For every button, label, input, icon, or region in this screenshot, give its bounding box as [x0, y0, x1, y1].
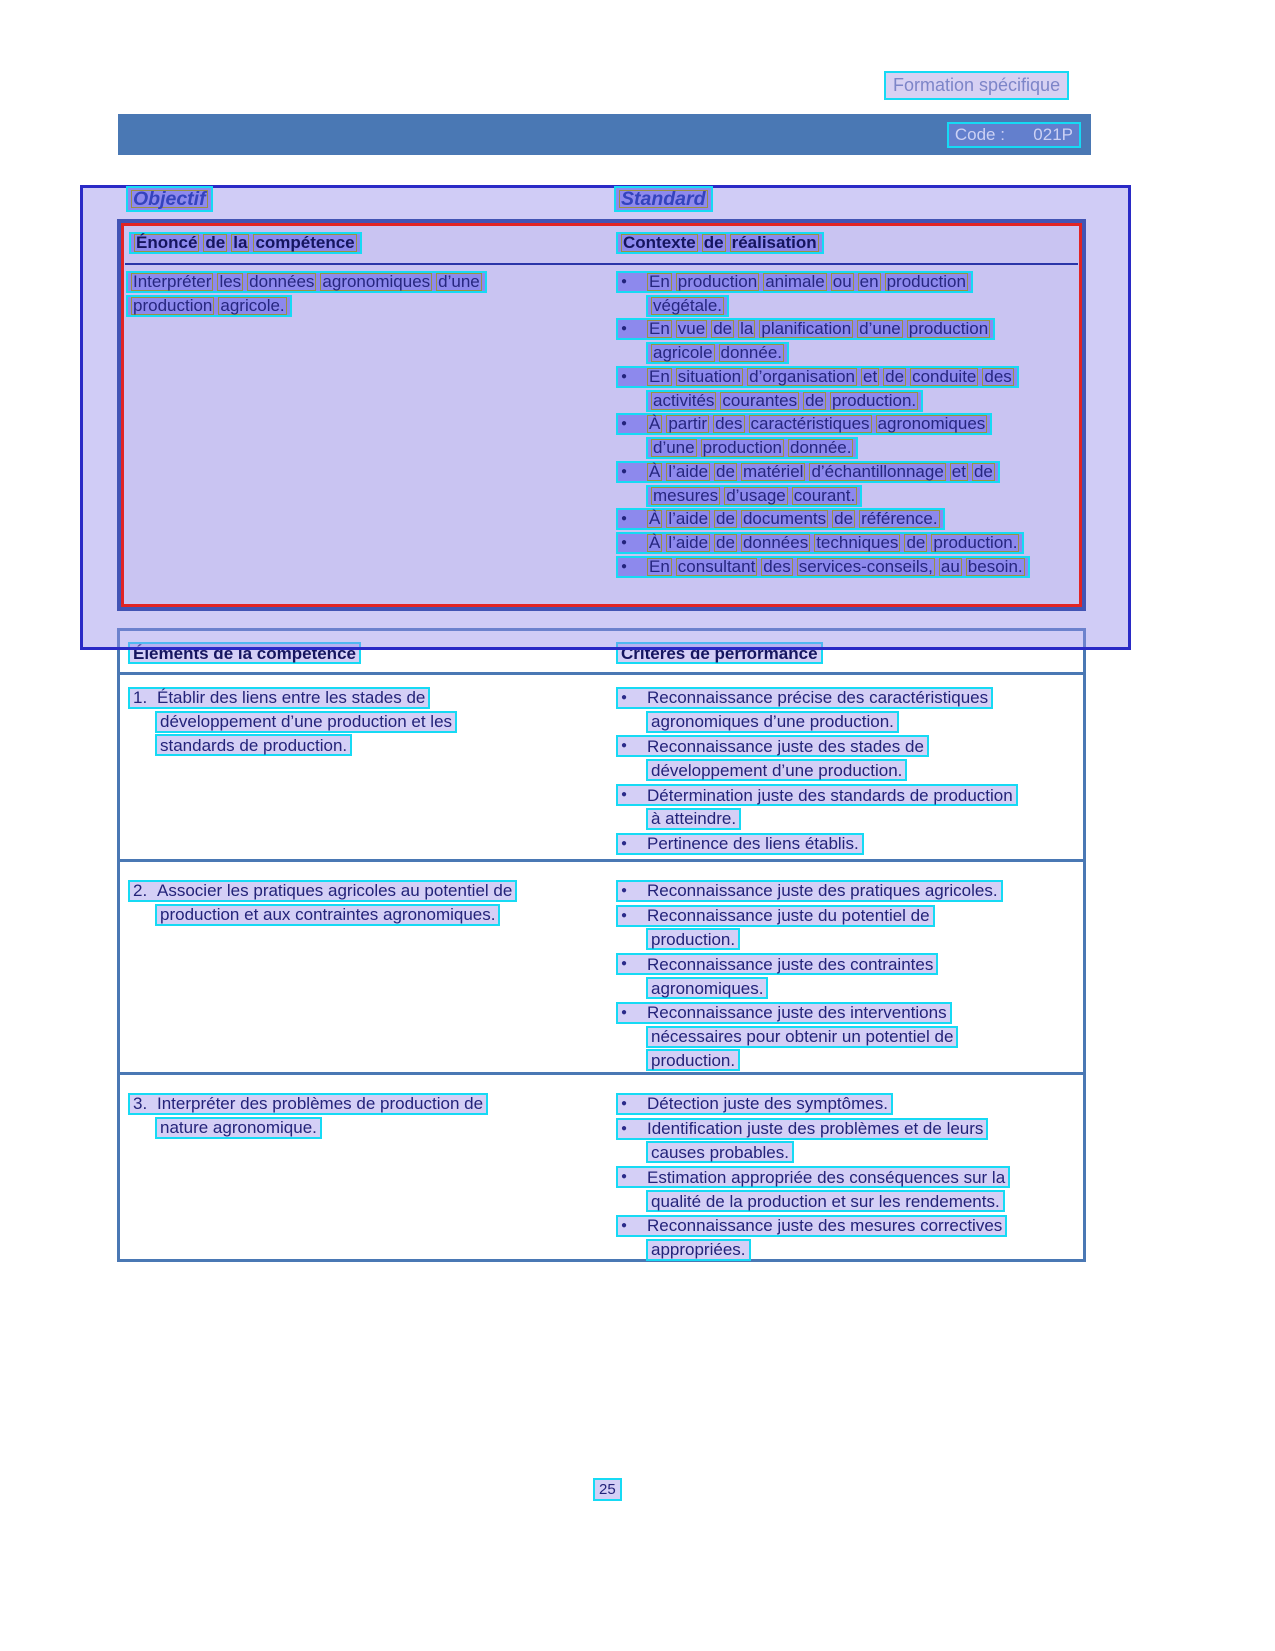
standard-title: [614, 187, 713, 211]
text-line: [126, 294, 608, 318]
text-line: [616, 389, 1078, 413]
t1-header-rule: [125, 263, 1078, 265]
bullet-icon: ●: [621, 884, 628, 896]
word-box: données: [249, 271, 315, 291]
word-box: agricole: [653, 343, 713, 363]
highlight-box: [616, 953, 938, 975]
t1-col1-header: [129, 231, 362, 255]
column-header: [129, 231, 362, 255]
word-box: d’organisation: [749, 366, 855, 386]
text-line: [616, 555, 1078, 579]
word-box: besoin.: [967, 556, 1023, 576]
t2-col1-header-wrap: [128, 642, 361, 664]
line-text: Interpréter des problèmes de production de: [157, 1094, 484, 1114]
highlight-box: [646, 928, 740, 950]
word-box: de: [716, 533, 735, 553]
text-line: [616, 1141, 1082, 1165]
word-box: caractéristiques: [750, 414, 870, 434]
line-text: nature agronomique.: [160, 1118, 317, 1138]
highlight-box: [616, 905, 935, 927]
word-box: d’une: [438, 271, 480, 291]
word-box: d’une: [859, 319, 901, 339]
word-box: courantes: [722, 390, 798, 410]
text-line: [616, 1025, 1082, 1049]
word-box: En: [649, 271, 670, 291]
elements-table: [117, 628, 1086, 1262]
word-box: Énoncé: [136, 232, 198, 252]
text-line: [128, 1092, 608, 1116]
text-line: [128, 879, 608, 903]
text-line: [616, 832, 1082, 856]
word-box: de: [713, 319, 733, 339]
bullet-icon: ●: [621, 275, 628, 287]
line-text: Identification juste des problèmes et de leurs: [647, 1119, 984, 1139]
criteria-cell-3: [616, 1092, 1082, 1263]
word-box: production.: [933, 533, 1018, 553]
objectif-title: [126, 187, 213, 211]
word-box: Standard: [621, 187, 706, 210]
line-text: Pertinence des liens établis.: [647, 834, 859, 854]
criteria-item: [616, 879, 1082, 903]
text-line: [616, 508, 1078, 532]
word-box: végétale.: [653, 295, 722, 315]
text-line: [616, 758, 1082, 782]
word-box: mesures: [653, 485, 719, 505]
word-box: À: [649, 509, 661, 529]
highlight-box: [129, 232, 362, 254]
highlight-box: [616, 413, 992, 435]
word-box: En: [649, 366, 670, 386]
text-line: [616, 270, 1078, 294]
criteria-item: [616, 832, 1082, 856]
word-box: de: [885, 366, 905, 386]
highlight-box: [155, 711, 457, 733]
context-bullet-item: [616, 270, 1078, 318]
enonce-table: [117, 219, 1086, 611]
criteria-item: [616, 1092, 1082, 1116]
text-line: [616, 1214, 1082, 1238]
word-box: donnée.: [790, 438, 852, 458]
text-line: [616, 1165, 1082, 1189]
highlight-box: [616, 1166, 1010, 1188]
line-text: développement d’une production et les: [160, 712, 453, 732]
word-box: d’une: [653, 438, 695, 458]
t2-col2-header: Critères de performance: [616, 642, 823, 664]
text-line: [616, 1092, 1082, 1116]
word-box: production: [702, 438, 782, 458]
word-box: À: [649, 461, 661, 481]
criteria-item: [616, 686, 1082, 734]
standard-header: [614, 187, 713, 211]
highlight-box: [646, 1141, 794, 1163]
highlight-box: [616, 833, 864, 855]
header-code-bar: [118, 114, 1091, 155]
word-box: matériel: [742, 461, 804, 481]
highlight-box: [646, 1049, 740, 1071]
text-line: [126, 187, 213, 211]
line-text: Reconnaissance juste du potentiel de: [647, 906, 930, 926]
highlight-box: [616, 318, 995, 340]
highlight-box: [646, 437, 858, 459]
page-number: 25: [593, 1478, 622, 1501]
element-item: [128, 686, 608, 757]
bullet-icon: ●: [621, 323, 628, 335]
highlight-box: [646, 1239, 751, 1261]
word-box: au: [940, 556, 960, 576]
highlight-box: [155, 734, 352, 756]
word-box: Contexte: [623, 232, 696, 252]
bullet-icon: ●: [621, 909, 628, 921]
line-text: Reconnaissance juste des pratiques agricoles.: [647, 881, 998, 901]
text-line: [616, 1117, 1082, 1141]
word-box: la: [740, 319, 754, 339]
item-number: 3.: [133, 1094, 148, 1114]
bullet-icon: ●: [621, 958, 628, 970]
t2-row-divider-1: [120, 859, 1083, 862]
word-box: techniques: [816, 533, 899, 553]
word-box: courant.: [793, 485, 856, 505]
line-text: Reconnaissance juste des contraintes: [647, 954, 934, 974]
line-text: agronomiques.: [651, 978, 764, 998]
highlight-box: [616, 271, 973, 293]
line-text: Détection juste des symptômes.: [647, 1094, 888, 1114]
highlight-box: [616, 1002, 952, 1024]
word-box: agricole.: [220, 295, 285, 315]
highlight-box: [128, 687, 430, 709]
text-line: [128, 686, 608, 710]
line-text: Reconnaissance juste des stades de: [647, 736, 924, 756]
word-box: production.: [832, 390, 917, 410]
word-box: référence.: [861, 509, 938, 529]
highlight-box: [616, 461, 1000, 483]
line-text: qualité de la production et sur les rendements.: [651, 1191, 1000, 1211]
word-box: À: [649, 414, 661, 434]
bullet-icon: ●: [621, 465, 628, 477]
word-box: animale: [765, 271, 825, 291]
line-text: appropriées.: [651, 1240, 746, 1260]
word-box: activités: [653, 390, 715, 410]
word-box: À: [649, 533, 661, 553]
text-line: [616, 1049, 1082, 1073]
word-box: des: [763, 556, 791, 576]
bullet-icon: ●: [621, 1171, 628, 1183]
context-bullet-item: [616, 555, 1078, 579]
bullet-icon: ●: [621, 560, 628, 572]
bullet-icon: ●: [621, 789, 628, 801]
highlight-box: [646, 342, 789, 364]
highlight-box: [616, 880, 1003, 902]
text-line: [616, 365, 1078, 389]
highlight-box: [616, 366, 1019, 388]
text-line: [616, 904, 1082, 928]
text-line: [614, 187, 713, 211]
text-line: [616, 318, 1078, 342]
highlight-box: [616, 1215, 1007, 1237]
line-text: Reconnaissance juste des mesures correctives: [647, 1216, 1003, 1236]
text-line: [128, 1116, 608, 1140]
word-box: de: [716, 509, 735, 529]
word-box: ou: [832, 271, 852, 291]
word-box: et: [951, 461, 966, 481]
highlight-box: [616, 232, 824, 254]
highlight-box: [155, 1117, 322, 1139]
text-line: [128, 734, 608, 758]
text-line: [616, 807, 1082, 831]
word-box: services-conseils,: [798, 556, 933, 576]
line-text: causes probables.: [651, 1142, 789, 1162]
text-line: [616, 436, 1078, 460]
word-box: les: [219, 271, 242, 291]
t1-col2-header: [616, 231, 824, 255]
word-box: production: [677, 271, 758, 291]
column-header: [616, 231, 824, 255]
bullet-icon: ●: [621, 537, 628, 549]
criteria-item: [616, 952, 1082, 1000]
word-box: partir: [668, 414, 708, 434]
formation-label: Formation spécifique: [884, 71, 1069, 100]
highlight-box: [128, 1093, 488, 1115]
highlight-box: [126, 295, 292, 317]
context-bullet-item: [616, 413, 1078, 461]
highlight-box: [646, 808, 741, 830]
word-box: en: [859, 271, 879, 291]
word-box: Objectif: [133, 187, 206, 210]
highlight-box: [646, 1026, 958, 1048]
text-line: [616, 735, 1082, 759]
line-text: Reconnaissance juste des interventions: [647, 1003, 947, 1023]
highlight-box: [616, 687, 993, 709]
line-text: agronomiques d’une production.: [651, 712, 894, 732]
text-line: [616, 531, 1078, 555]
word-box: planification: [761, 319, 852, 339]
t2-col2-header-wrap: [616, 642, 823, 664]
text-line: [616, 928, 1082, 952]
word-box: conduite: [912, 366, 977, 386]
line-text: standards de production.: [160, 735, 348, 755]
line-text: Estimation appropriée des conséquences sur la: [647, 1167, 1006, 1187]
word-box: de: [805, 390, 825, 410]
text-line: [616, 1238, 1082, 1262]
word-box: la: [233, 232, 248, 252]
t2-col1-header: Éléments de la compétence: [128, 642, 361, 664]
code-label: Code : 021P: [947, 122, 1081, 148]
text-line: [616, 976, 1082, 1000]
word-box: de: [906, 533, 926, 553]
line-text: Associer les pratiques agricoles au potentiel de: [157, 881, 513, 901]
element-cell-2: [128, 879, 608, 928]
highlight-box: [616, 1118, 988, 1140]
highlight-box: [614, 186, 713, 212]
word-box: En: [649, 556, 670, 576]
criteria-item: [616, 1001, 1082, 1072]
text-line: [616, 413, 1078, 437]
text-line: [616, 783, 1082, 807]
bullet-icon: ●: [621, 418, 628, 430]
text-line: [616, 710, 1082, 734]
highlight-box: [646, 759, 907, 781]
criteria-item: [616, 1117, 1082, 1165]
bullet-icon: ●: [621, 1006, 628, 1018]
word-box: consultant: [677, 556, 756, 576]
word-box: production: [908, 319, 989, 339]
word-box: de: [973, 461, 993, 481]
text-line: [128, 710, 608, 734]
bullet-icon: ●: [621, 837, 628, 849]
element-item: [128, 1092, 608, 1140]
enonce-table-inner: [124, 226, 1079, 604]
context-bullet-item: [616, 365, 1078, 413]
highlight-box: [616, 784, 1018, 806]
text-line: [616, 341, 1078, 365]
word-box: En: [649, 319, 670, 339]
element-cell-1: [128, 686, 608, 758]
element-item: [128, 879, 608, 927]
text-line: [616, 1001, 1082, 1025]
bullet-icon: ●: [621, 1097, 628, 1109]
word-box: production: [133, 295, 213, 315]
highlight-box: [616, 508, 945, 530]
text-line: [128, 903, 608, 927]
word-box: et: [862, 366, 878, 386]
line-text: Établir des liens entre les stades de: [157, 688, 426, 708]
enonce-cell: [126, 270, 608, 318]
criteria-cell-2: [616, 879, 1082, 1073]
word-box: donnée.: [720, 343, 782, 363]
criteria-cell-1: [616, 686, 1082, 857]
item-number: 1.: [133, 688, 148, 708]
criteria-item: [616, 1214, 1082, 1262]
line-text: Détermination juste des standards de production: [647, 785, 1013, 805]
word-box: l’aide: [668, 461, 709, 481]
word-box: compétence: [255, 232, 355, 252]
line-text: Reconnaissance précise des caractéristiques: [647, 688, 989, 708]
highlight-box: [646, 390, 923, 412]
line-text: production.: [651, 929, 736, 949]
highlight-box: [128, 880, 517, 902]
line-text: production.: [651, 1050, 736, 1070]
highlight-box: [646, 485, 862, 507]
highlight-box: [646, 1190, 1005, 1212]
word-box: Interpréter: [133, 271, 212, 291]
contexte-cell: [616, 270, 1078, 579]
word-box: vue: [677, 319, 706, 339]
text-line: [616, 294, 1078, 318]
word-box: situation: [677, 366, 742, 386]
highlight-box: [126, 271, 487, 293]
highlight-box: [646, 295, 729, 317]
highlight-box: [616, 735, 929, 757]
bullet-icon: ●: [621, 1219, 628, 1231]
item-number: 2.: [133, 881, 148, 901]
text-line: [616, 879, 1082, 903]
word-box: de: [205, 232, 226, 252]
highlight-box: [616, 556, 1030, 578]
highlight-box: [646, 977, 768, 999]
text-line: [616, 686, 1082, 710]
word-box: des: [715, 414, 743, 434]
line-text: développement d’une production.: [651, 760, 903, 780]
word-box: réalisation: [731, 232, 817, 252]
context-bullet-item: [616, 318, 1078, 366]
bullet-icon: ●: [621, 370, 628, 382]
criteria-item: [616, 783, 1082, 831]
word-box: de: [834, 509, 854, 529]
element-cell-3: [128, 1092, 608, 1141]
line-text: production et aux contraintes agronomiques.: [160, 905, 496, 925]
text-line: [616, 460, 1078, 484]
criteria-item: [616, 735, 1082, 783]
t2-header-divider: [120, 672, 1083, 675]
word-box: d’échantillonnage: [811, 461, 944, 481]
highlight-box: [155, 904, 500, 926]
word-box: l’aide: [668, 509, 709, 529]
word-box: d’usage: [726, 485, 786, 505]
text-line: [129, 231, 362, 255]
bullet-icon: ●: [621, 691, 628, 703]
word-box: données: [742, 533, 809, 553]
text-line: [616, 484, 1078, 508]
highlight-box: [616, 532, 1024, 554]
word-box: de: [703, 232, 724, 252]
text-line: [616, 231, 824, 255]
word-box: agronomiques: [877, 414, 986, 434]
word-box: l’aide: [668, 533, 709, 553]
text-line: [616, 952, 1082, 976]
text-line: [126, 270, 608, 294]
word-box: agronomiques: [322, 271, 431, 291]
word-box: de: [716, 461, 735, 481]
bullet-icon: ●: [621, 1122, 628, 1134]
bullet-icon: ●: [621, 513, 628, 525]
criteria-item: [616, 904, 1082, 952]
objectif-header: [126, 187, 213, 211]
context-bullet-item: [616, 531, 1078, 555]
highlight-box: [126, 186, 213, 212]
word-box: production: [886, 271, 966, 291]
word-box: des: [984, 366, 1012, 386]
line-text: à atteindre.: [651, 809, 737, 829]
highlight-box: [646, 711, 899, 733]
context-bullet-item: [616, 508, 1078, 532]
highlight-box: [616, 1093, 893, 1115]
bullet-icon: ●: [621, 740, 628, 752]
criteria-item: [616, 1165, 1082, 1213]
text-line: [616, 1189, 1082, 1213]
line-text: nécessaires pour obtenir un potentiel de: [651, 1027, 954, 1047]
competence-statement: [126, 270, 608, 318]
word-box: documents: [742, 509, 827, 529]
context-bullet-item: [616, 460, 1078, 508]
